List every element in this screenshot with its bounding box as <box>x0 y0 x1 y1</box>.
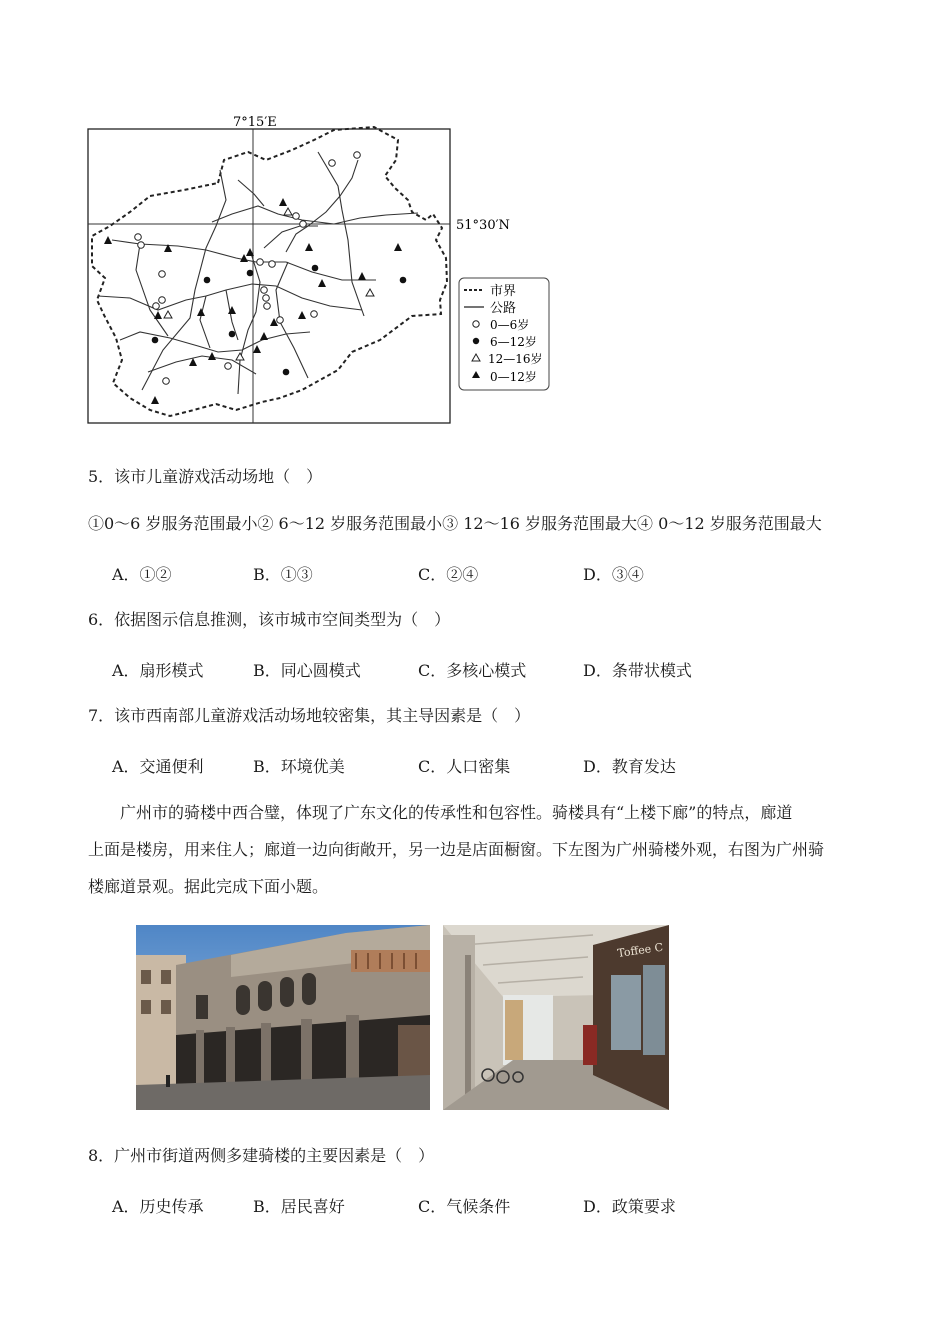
map-frame <box>88 129 450 423</box>
option-a[interactable]: A．①② <box>112 565 172 584</box>
site-0-12-years <box>253 345 261 353</box>
site-0-6-years <box>263 295 270 302</box>
site-12-16-years <box>164 311 172 318</box>
legend-label: 0—6岁 <box>490 318 530 332</box>
question-5-statements: ①0～6 岁服务范围最小② 6～12 岁服务范围最小③ 12～16 岁服务范围最大④ 0～12 岁服务范围最大 <box>88 514 822 533</box>
child-playground-map <box>0 0 560 430</box>
site-0-6-years <box>269 261 276 268</box>
site-0-6-years <box>300 221 307 228</box>
passage-line: 上面是楼房，用来住人；廊道一边向街敞开，另一边是店面橱窗。下左图为广州骑楼外观，右图为广州骑 <box>88 840 825 859</box>
site-6-12-years <box>152 337 159 344</box>
option-c[interactable]: C．人口密集 <box>418 757 511 776</box>
site-0-6-years <box>163 378 170 385</box>
option-a[interactable]: A．交通便利 <box>112 757 204 776</box>
site-12-16-years <box>284 208 292 215</box>
legend-open-circle <box>473 321 479 327</box>
site-0-12-years <box>318 279 326 287</box>
site-6-12-years <box>400 277 407 284</box>
map-legend <box>459 278 549 390</box>
option-d[interactable]: D．条带状模式 <box>583 661 692 680</box>
legend-label: 市界 <box>490 284 517 299</box>
site-0-12-years <box>305 243 313 251</box>
option-c[interactable]: C．②④ <box>418 565 479 584</box>
site-0-6-years <box>277 317 284 324</box>
legend-label: 12—16岁 <box>488 352 543 366</box>
site-0-6-years <box>264 303 271 310</box>
road-network <box>98 152 418 394</box>
site-0-6-years <box>225 363 232 370</box>
site-0-6-years <box>354 152 361 159</box>
site-0-12-years <box>279 198 287 206</box>
site-6-12-years <box>204 277 211 284</box>
qilou-exterior-photo <box>136 925 430 1110</box>
site-0-6-years <box>257 259 264 266</box>
passage-line: 广州市的骑楼中西合璧，体现了广东文化的传承性和包容性。骑楼具有“上楼下廊”的特点，廊道 <box>120 803 793 822</box>
option-c[interactable]: C．多核心模式 <box>418 661 527 680</box>
option-a[interactable]: A．历史传承 <box>112 1197 204 1216</box>
legend-filled-circle <box>473 338 479 344</box>
site-0-6-years <box>261 287 268 294</box>
option-b[interactable]: B．居民喜好 <box>253 1197 345 1216</box>
option-b[interactable]: B．同心圆模式 <box>253 661 361 680</box>
option-a[interactable]: A．扇形模式 <box>112 661 204 680</box>
site-0-12-years <box>154 311 162 319</box>
city-boundary <box>92 127 447 416</box>
legend-label: 公路 <box>490 301 517 316</box>
reading-passage <box>88 794 824 905</box>
site-12-16-years <box>236 353 244 360</box>
option-b[interactable]: B．①③ <box>253 565 313 584</box>
site-0-12-years <box>197 308 205 316</box>
option-c[interactable]: C．气候条件 <box>418 1197 511 1216</box>
option-d[interactable]: D．③④ <box>583 565 644 584</box>
site-0-6-years <box>293 213 300 220</box>
site-0-6-years <box>153 303 160 310</box>
site-0-12-years <box>394 243 402 251</box>
site-12-16-years <box>366 289 374 296</box>
site-0-6-years <box>329 160 336 167</box>
site-0-12-years <box>104 236 112 244</box>
option-b[interactable]: B．环境优美 <box>253 757 345 776</box>
site-0-12-years <box>208 352 216 360</box>
site-0-6-years <box>311 311 318 318</box>
question-5-stem: 5．该市儿童游戏活动场地（ ） <box>88 467 323 486</box>
site-0-6-years <box>138 242 145 249</box>
site-0-12-years <box>260 332 268 340</box>
playground-markers <box>104 152 406 404</box>
site-0-12-years <box>358 272 366 280</box>
longitude-label: 7°15′E <box>233 115 277 130</box>
shop-sign-text: Toffee C <box>616 940 664 960</box>
question-8-stem: 8．广州市街道两侧多建骑楼的主要因素是（ ） <box>88 1146 435 1165</box>
legend-label: 6—12岁 <box>490 335 537 349</box>
legend-label: 0—12岁 <box>490 370 537 384</box>
site-0-6-years <box>159 271 166 278</box>
question-7-stem: 7．该市西南部儿童游戏活动场地较密集，其主导因素是（ ） <box>88 706 531 725</box>
site-0-12-years <box>298 311 306 319</box>
site-0-6-years <box>159 297 166 304</box>
site-0-6-years <box>135 234 142 241</box>
option-d[interactable]: D．政策要求 <box>583 1197 676 1216</box>
site-6-12-years <box>247 270 254 277</box>
question-6-stem: 6．依据图示信息推测，该市城市空间类型为（ ） <box>88 610 451 629</box>
site-6-12-years <box>312 265 319 272</box>
option-d[interactable]: D．教育发达 <box>583 757 676 776</box>
site-6-12-years <box>283 369 290 376</box>
site-0-12-years <box>151 396 159 404</box>
qilou-arcade-corridor-photo <box>443 925 669 1110</box>
site-6-12-years <box>229 331 236 338</box>
latitude-label: 51°30′N <box>456 218 510 233</box>
passage-line: 楼廊道景观。据此完成下面小题。 <box>88 877 329 896</box>
